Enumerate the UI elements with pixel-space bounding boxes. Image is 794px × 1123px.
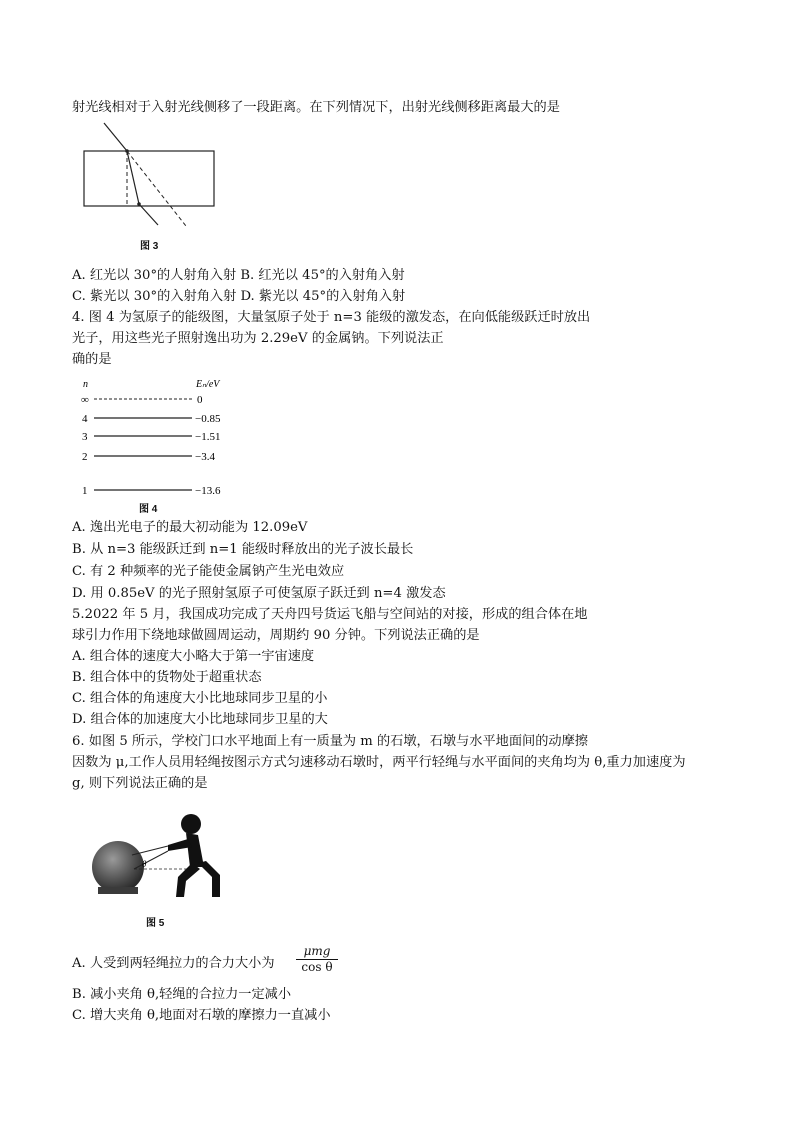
q5-option-c: C. 组合体的角速度大小比地球同步卫星的小: [72, 691, 328, 706]
axis-n-label: n: [83, 379, 88, 390]
q4-stem-line1: 4. 图 4 为氢原子的能级图，大量氢原子处于 n=3 能级的激发态，在向低能级跃迁时放出: [72, 310, 591, 325]
figure-4-caption: 图 4: [139, 504, 158, 515]
axis-energy-label: Eₙ/eV: [196, 379, 220, 390]
person-body: [186, 833, 204, 867]
q4-option-d: D. 用 0.85eV 的光子照射氢原子可使氢原子跃迁到 n=4 激发态: [72, 586, 446, 601]
figure-3-caption: 图 3: [140, 241, 159, 252]
fraction-mu-mg-over-cos-theta: [296, 944, 338, 974]
level-2-n: 2: [82, 451, 88, 463]
q4-option-b: B. 从 n=3 能级跃迁到 n=1 能级时释放出的光子波长最长: [72, 542, 414, 557]
stone-base: [98, 887, 138, 894]
q3-stem: 射光线相对于入射光线侧移了一段距离。在下列情况下，出射光线侧移距离最大的是: [72, 100, 560, 115]
figure-3-glass-slab-diagram: [76, 118, 226, 233]
q6-option-c: C. 增大夹角 θ,地面对石墩的摩擦力一直减小: [72, 1008, 331, 1023]
q6-option-b: B. 减小夹角 θ,轻绳的合拉力一定减小: [72, 987, 292, 1002]
q3-options-cd: C. 紫光以 30°的入射角入射 D. 紫光以 45°的入射角入射: [72, 289, 406, 304]
q6-option-a: A. 人受到两轻绳拉力的合力大小为: [72, 956, 275, 971]
q4-stem-line3: 确的是: [72, 352, 112, 367]
stone-ball: [92, 841, 144, 893]
figure-4-energy-level-diagram: [78, 374, 248, 502]
level-inf-energy: 0: [197, 394, 203, 406]
q5-stem-line2: 球引力作用下绕地球做圆周运动，周期约 90 分钟。下列说法正确的是: [72, 628, 480, 643]
q5-option-b: B. 组合体中的货物处于超重状态: [72, 670, 262, 685]
q4-stem-line2: 光子，用这些光子照射逸出功为 2.29eV 的金属钠。下列说法正: [72, 331, 444, 346]
q3-options-ab: A. 红光以 30°的人射角入射 B. 红光以 45°的入射角入射: [72, 268, 405, 283]
level-3-n: 3: [82, 431, 88, 443]
q6-stem-line2: 因数为 μ,工作人员用轻绳按图示方式匀速移动石墩时，两平行轻绳与水平面间的夹角均为 θ,重力加速度为: [72, 755, 686, 770]
q4-option-c: C. 有 2 种频率的光子能使金属钠产生光电效应: [72, 564, 345, 579]
person-head: [181, 814, 201, 834]
theta-label: θ: [142, 859, 147, 869]
q6-stem-line3: g, 则下列说法正确的是: [72, 776, 208, 791]
q6-stem-line1: 6. 如图 5 所示，学校门口水平地面上有一质量为 m 的石墩，石墩与水平地面间的动摩擦: [72, 734, 588, 749]
fraction-denominator: cos θ: [301, 960, 333, 974]
level-inf-n: ∞: [81, 394, 89, 406]
level-4-energy: −0.85: [195, 413, 221, 425]
level-4-n: 4: [82, 413, 88, 425]
level-1-n: 1: [82, 485, 88, 497]
level-3-energy: −1.51: [195, 431, 221, 443]
figure-5-stone-pulling-illustration: [86, 805, 236, 905]
level-1-energy: −13.6: [195, 485, 221, 497]
q5-stem-line1: 5.2022 年 5 月，我国成功完成了天舟四号货运飞船与空间站的对接，形成的组合体在地: [72, 607, 588, 622]
q5-option-d: D. 组合体的加速度大小比地球同步卫星的大: [72, 712, 328, 727]
fraction-numerator: μmg: [296, 944, 338, 960]
q5-option-a: A. 组合体的速度大小略大于第一宇宙速度: [72, 649, 315, 664]
figure-5-caption: 图 5: [146, 918, 165, 929]
person-leg-front: [176, 863, 200, 897]
level-2-energy: −3.4: [195, 451, 215, 463]
q4-option-a: A. 逸出光电子的最大初动能为 12.09eV: [72, 520, 308, 535]
